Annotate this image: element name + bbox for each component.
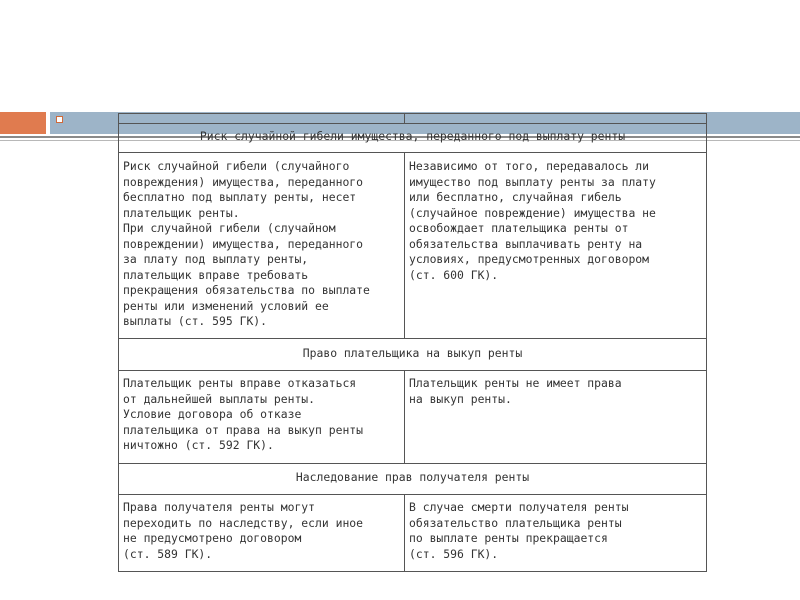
column-divider — [404, 494, 405, 572]
cell-inheritance-right: В случае смерти получателя ренты обязательство плательщика ренты по выплате ренты прекращается (ст. 596 ГК). — [409, 500, 629, 561]
cell-inheritance-left: Права получателя ренты могут переходить по наследству, если иное не предусмотрено договором (ст. 589 ГК). — [123, 500, 364, 561]
row-divider — [118, 463, 707, 464]
row-divider — [118, 123, 707, 124]
row-divider — [118, 370, 707, 371]
cell-buyout-right: Плательщик ренты не имеет права на выкуп ренты. — [409, 376, 622, 406]
table-border-top — [118, 113, 707, 114]
cell-risk-right: Независимо от того, передавалось ли имущество под выплату ренты за плату или бесплатно, случайная гибель (случайное повреждение) имущества не освобождает плательщика ренты от обязательства выплачивать ренту на условиях, предусмотренных договором (ст. 600 ГК). — [409, 159, 656, 282]
row-divider — [118, 494, 707, 495]
section-title-risk: Риск случайной гибели имущества, переданного под выплату ренты — [199, 129, 626, 143]
section-title-buyout: Право плательщика на выкуп ренты — [302, 346, 523, 360]
section-title-inheritance: Наследование прав получателя ренты — [295, 470, 530, 484]
column-divider — [404, 113, 405, 123]
column-divider — [404, 152, 405, 338]
square-bullet-icon — [56, 116, 63, 123]
rent-comparison-table — [118, 113, 707, 572]
row-divider — [118, 152, 707, 153]
cell-buyout-left: Плательщик ренты вправе отказаться от дальнейшей выплаты ренты. Условие договора об отказе плательщика от права на выкуп ренты ничтожно (ст. 592 ГК). — [123, 376, 364, 452]
table-border-right — [706, 113, 707, 572]
table-border-bottom — [118, 571, 707, 572]
row-divider — [118, 338, 707, 339]
column-divider — [404, 370, 405, 463]
accent-bar-orange — [0, 112, 46, 134]
table-border-left — [118, 113, 119, 572]
cell-risk-left: Риск случайной гибели (случайного повреждения) имущества, переданного бесплатно под выплату ренты, несет плательщик ренты. При случайной гибели (случайном повреждении) имущества, переданного за плату под выплату ренты, плательщик вправе требовать прекращения обязательства по выплате ренты или изменений условий ее выплаты (ст. 595 ГК). — [123, 159, 370, 328]
